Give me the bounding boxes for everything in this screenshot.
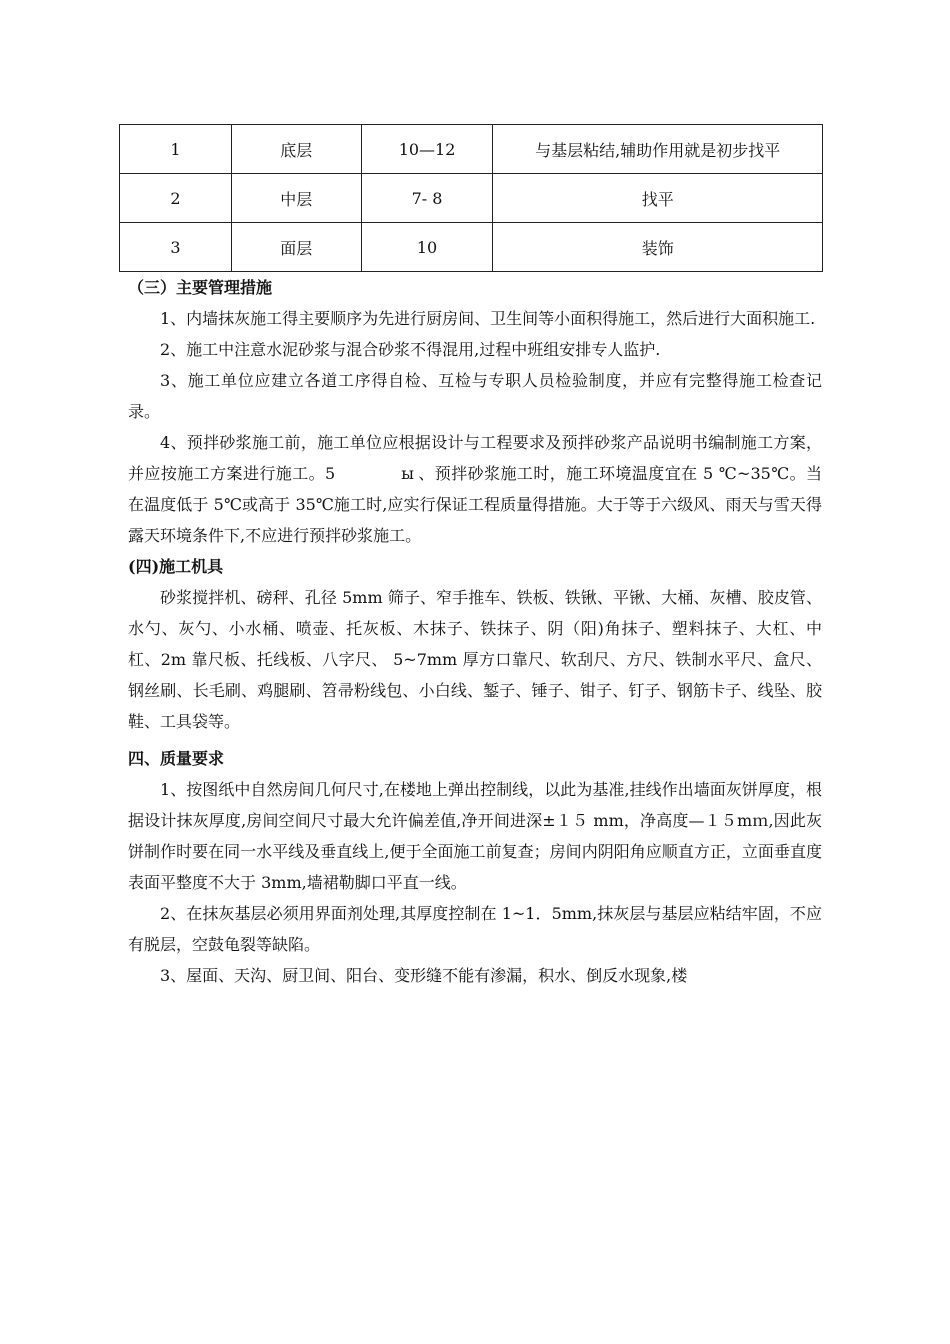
table-cell-thickness: 10	[361, 223, 493, 272]
paragraph-text: 、预拌砂浆施工时，施工环境温度宜在 5 ℃~35℃。当在温度低于 5℃或高于 35℃施工时,应实行保证工程质量得措施。大于等于六级风、雨天与雪天得露天环境条件下,不应进行预拌砂浆施工。	[128, 464, 822, 545]
paragraph: 3、屋面、天沟、厨卫间、阳台、变形缝不能有渗漏，积水、倒反水现象,楼	[160, 966, 688, 985]
paragraph: 1、按图纸中自然房间几何尺寸,在楼地上弹出控制线，以此为基准,挂线作出墙面灰饼厚度，根据设计抹灰厚度,房间空间尺寸最大允许偏差值,净开间进深±１５ mm，净高度—１５mｍ,因此灰饼制作时要在同一水平线及垂直线上,便于全面施工前复查；房间内阴阳角应顺直方正，立面垂直度表面平整度不大于 3mm,墙裙勒脚口平直一线。	[128, 780, 822, 892]
paragraph: 1、内墙抹灰施工得主要顺序为先进行厨房间、卫生间等小面积得施工，然后进行大面积施工.	[160, 309, 816, 328]
paragraph	[128, 427, 822, 551]
table-cell-layer: 面层	[231, 223, 361, 272]
section-heading-quality: 四、质量要求	[128, 749, 225, 768]
section-heading-tools: (四)施工机具	[128, 557, 224, 576]
paragraph-text: 4、预拌砂浆施工前，施工单位应根据设计与工程要求及预拌砂浆产品说明书编制施工方案，并应按施工方案进行施工。5	[128, 433, 822, 483]
paragraph: 2、在抹灰基层必须用界面剂处理,其厚度控制在 1~1．5mm,抹灰层与基层应粘结牢固，不应有脱层，空鼓龟裂等缺陷。	[128, 904, 822, 954]
table-cell-purpose: 与基层粘结,辅助作用就是初步找平	[493, 125, 823, 174]
plaster-layer-table	[119, 124, 823, 272]
paragraph: 2、施工中注意水泥砂浆与混合砂浆不得混用,过程中班组安排专人监护.	[160, 340, 661, 359]
paragraph: 3、施工单位应建立各道工序得自检、互检与专职人员检验制度，并应有完整得施工检查记录。	[128, 371, 822, 421]
paragraph: 砂浆搅拌机、磅秤、孔径 5mm 筛子、窄手推车、铁板、铁锹、平锹、大桶、灰槽、胶皮管、水勺、灰勺、小水桶、喷壶、托灰板、木抹子、铁抹子、阴（阳)角抹子、塑料抹子、大杠、中杠、2m 靠尺板、托线板、八字尺、 5~7mm 厚方口靠尺、软刮尺、方尺、铁制水平尺、盒尺、钢丝刷、长毛刷、鸡腿刷、笤帚粉线包、小白线、錾子、锤子、钳子、钉子、钢筋卡子、线坠、胶鞋、工具袋等。	[128, 588, 822, 731]
stray-glyph: ы	[401, 464, 414, 483]
table-cell-purpose: 找平	[493, 174, 823, 223]
table-row	[120, 174, 823, 223]
table-row	[120, 125, 823, 174]
table-cell-thickness: 10—12	[361, 125, 493, 174]
document-body	[128, 272, 822, 991]
table-row	[120, 223, 823, 272]
table-cell-index: 3	[120, 223, 232, 272]
table-cell-purpose: 装饰	[493, 223, 823, 272]
table-cell-layer: 底层	[231, 125, 361, 174]
table-cell-layer: 中层	[231, 174, 361, 223]
section-heading-management: （三）主要管理措施	[128, 278, 273, 297]
table-cell-index: 2	[120, 174, 232, 223]
table-cell-index: 1	[120, 125, 232, 174]
table-cell-thickness: 7- 8	[361, 174, 493, 223]
